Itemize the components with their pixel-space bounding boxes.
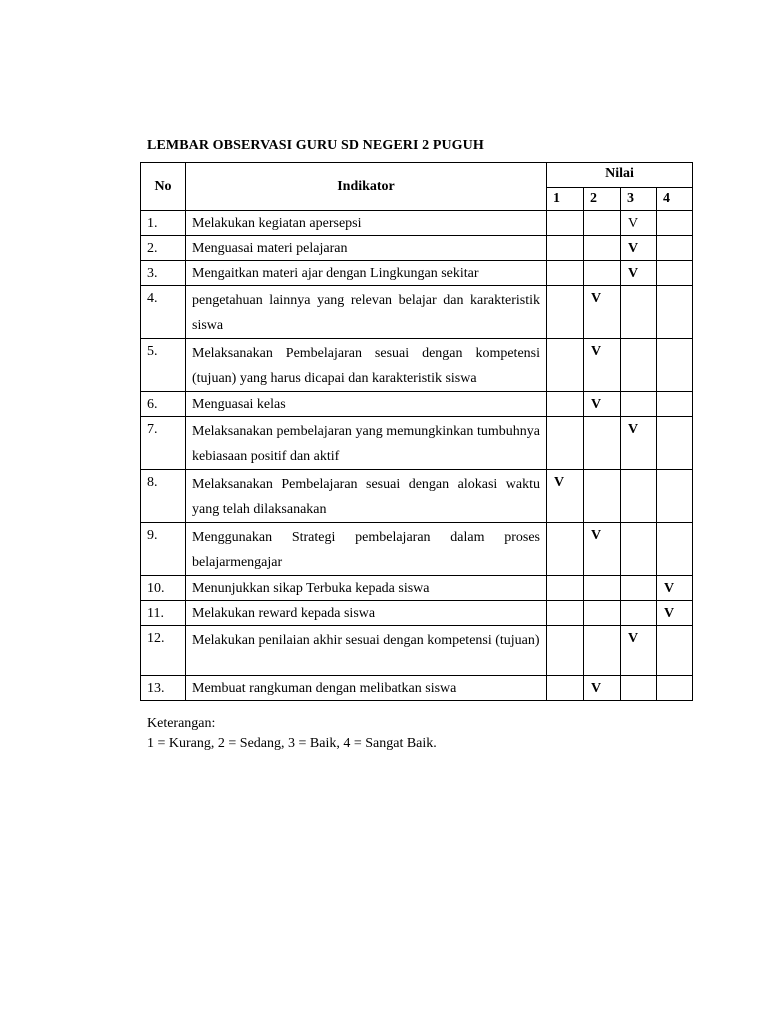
score-cell-3: V xyxy=(621,626,657,676)
score-cell-3 xyxy=(621,286,657,339)
score-cell-3: V xyxy=(621,236,657,261)
score-cell-4 xyxy=(657,286,693,339)
row-indikator: Melaksanakan pembelajaran yang memungkinkan tumbuhnya kebiasaan positif dan aktif xyxy=(186,417,547,470)
score-cell-1 xyxy=(547,211,584,236)
row-number: 5. xyxy=(141,339,186,392)
row-indikator: Menunjukkan sikap Terbuka kepada siswa xyxy=(186,576,547,601)
score-cell-1 xyxy=(547,417,584,470)
table-row xyxy=(141,601,693,626)
table-row xyxy=(141,211,693,236)
score-cell-3 xyxy=(621,676,657,701)
score-cell-4: V xyxy=(657,576,693,601)
header-score-4: 4 xyxy=(657,188,693,211)
score-cell-3 xyxy=(621,576,657,601)
row-number: 4. xyxy=(141,286,186,339)
table-row xyxy=(141,286,693,339)
row-number: 10. xyxy=(141,576,186,601)
header-score-3: 3 xyxy=(621,188,657,211)
table-row xyxy=(141,576,693,601)
row-number: 6. xyxy=(141,392,186,417)
score-cell-1 xyxy=(547,236,584,261)
row-indikator: Melakukan penilaian akhir sesuai dengan kompetensi (tujuan) xyxy=(186,626,547,676)
score-cell-1 xyxy=(547,261,584,286)
score-cell-1 xyxy=(547,626,584,676)
score-cell-2 xyxy=(584,417,621,470)
score-cell-2: V xyxy=(584,286,621,339)
row-indikator: pengetahuan lainnya yang relevan belajar dan karakteristik siswa xyxy=(186,286,547,339)
row-indikator: Menguasai kelas xyxy=(186,392,547,417)
table-row xyxy=(141,236,693,261)
row-indikator: Menggunakan Strategi pembelajaran dalam proses belajarmengajar xyxy=(186,523,547,576)
table-row xyxy=(141,339,693,392)
score-cell-1 xyxy=(547,392,584,417)
row-number: 2. xyxy=(141,236,186,261)
score-cell-3 xyxy=(621,601,657,626)
score-cell-4 xyxy=(657,417,693,470)
table-row xyxy=(141,261,693,286)
score-cell-4 xyxy=(657,470,693,523)
row-indikator: Mengaitkan materi ajar dengan Lingkungan sekitar xyxy=(186,261,547,286)
row-number: 7. xyxy=(141,417,186,470)
score-cell-2 xyxy=(584,601,621,626)
score-cell-4 xyxy=(657,261,693,286)
row-number: 11. xyxy=(141,601,186,626)
header-indikator: Indikator xyxy=(186,163,547,211)
score-cell-4 xyxy=(657,392,693,417)
score-cell-3 xyxy=(621,392,657,417)
table-row xyxy=(141,470,693,523)
header-score-2: 2 xyxy=(584,188,621,211)
table-row xyxy=(141,417,693,470)
score-cell-2: V xyxy=(584,676,621,701)
row-number: 1. xyxy=(141,211,186,236)
score-cell-2: V xyxy=(584,392,621,417)
table-row xyxy=(141,392,693,417)
row-indikator: Melaksanakan Pembelajaran sesuai dengan alokasi waktu yang telah dilaksanakan xyxy=(186,470,547,523)
score-cell-2 xyxy=(584,236,621,261)
row-indikator: Membuat rangkuman dengan melibatkan siswa xyxy=(186,676,547,701)
table-body xyxy=(141,211,693,701)
score-cell-1: V xyxy=(547,470,584,523)
score-cell-1 xyxy=(547,676,584,701)
score-cell-4 xyxy=(657,236,693,261)
score-cell-1 xyxy=(547,601,584,626)
table-row xyxy=(141,523,693,576)
score-cell-3 xyxy=(621,470,657,523)
score-cell-1 xyxy=(547,576,584,601)
score-cell-3 xyxy=(621,339,657,392)
row-number: 8. xyxy=(141,470,186,523)
row-number: 9. xyxy=(141,523,186,576)
score-cell-3: V xyxy=(621,417,657,470)
header-no: No xyxy=(141,163,186,211)
observation-table xyxy=(140,162,693,701)
score-cell-2 xyxy=(584,211,621,236)
score-cell-4 xyxy=(657,676,693,701)
score-cell-2 xyxy=(584,261,621,286)
row-indikator: Menguasai materi pelajaran xyxy=(186,236,547,261)
score-cell-2: V xyxy=(584,339,621,392)
header-nilai: Nilai xyxy=(547,163,693,188)
score-cell-4 xyxy=(657,626,693,676)
notes-legend: 1 = Kurang, 2 = Sedang, 3 = Baik, 4 = Sangat Baik. xyxy=(147,736,437,751)
score-cell-1 xyxy=(547,523,584,576)
score-cell-2 xyxy=(584,626,621,676)
table-header-row xyxy=(141,163,693,188)
score-cell-4 xyxy=(657,211,693,236)
row-number: 3. xyxy=(141,261,186,286)
score-cell-4 xyxy=(657,523,693,576)
document-title: LEMBAR OBSERVASI GURU SD NEGERI 2 PUGUH xyxy=(147,138,484,153)
row-number: 12. xyxy=(141,626,186,676)
notes-heading: Keterangan: xyxy=(147,716,216,731)
score-cell-4: V xyxy=(657,601,693,626)
score-cell-3 xyxy=(621,523,657,576)
score-cell-1 xyxy=(547,286,584,339)
score-cell-4 xyxy=(657,339,693,392)
score-cell-2: V xyxy=(584,523,621,576)
row-indikator: Melakukan kegiatan apersepsi xyxy=(186,211,547,236)
score-cell-3: V xyxy=(621,261,657,286)
row-number: 13. xyxy=(141,676,186,701)
score-cell-3: V xyxy=(621,211,657,236)
header-score-1: 1 xyxy=(547,188,584,211)
row-indikator: Melakukan reward kepada siswa xyxy=(186,601,547,626)
table-row xyxy=(141,626,693,676)
score-cell-1 xyxy=(547,339,584,392)
score-cell-2 xyxy=(584,470,621,523)
table-row xyxy=(141,676,693,701)
score-cell-2 xyxy=(584,576,621,601)
row-indikator: Melaksanakan Pembelajaran sesuai dengan kompetensi (tujuan) yang harus dicapai dan karakteristik siswa xyxy=(186,339,547,392)
notes xyxy=(147,714,437,754)
